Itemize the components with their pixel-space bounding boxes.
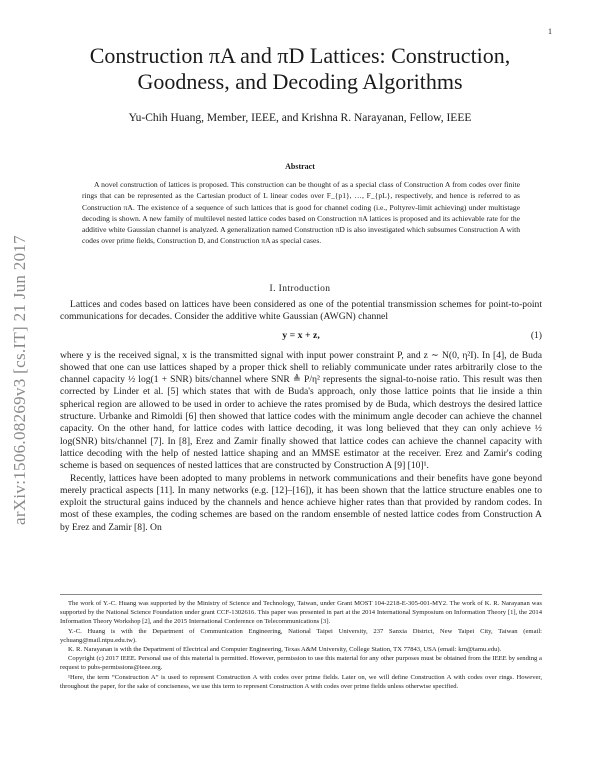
equation-number: (1) [530,329,542,341]
intro-paragraph-3: Recently, lattices have been adopted to many problems in network communications and their benefits have gone beyond merely practical aspects [11]. In many networks (e.g. [12]–[16]), it has been shown that the lattice structure enables one to exploit the structural gains induced by the channels and hence achieve higher rates than that provided by random codes. In most of these examples, the coding schemes are based on the random ensemble of nested lattice codes from Construction A by Erez and Zamir [8]. On [60,472,542,533]
footnote-funding: The work of Y.-C. Huang was supported by the Ministry of Science and Technology, Taiwan, under Grant MOST 104-2218-E-305-001-MY2. The work of K. R. Narayanan was supported by the National Science Foundation under grant CCF-1302616. This paper was presented in part at the 2014 International Symposium on Information Theory [1], the 2014 Information Theory Workshop [2], and the 2015 International Conference on Telecommunications [3]. [60,600,542,626]
abstract-heading: Abstract [285,162,315,171]
footnotes [60,599,542,691]
footnote-affiliation-narayanan: K. R. Narayanan is with the Department of Electrical and Computer Engineering, Texas A&M University, College Station, TX 77843, USA (email: krn@tamu.edu). [68,646,502,654]
section-heading-introduction: I. Introduction [269,284,331,294]
footnote-rule [60,594,542,595]
equation-channel-model: y = x + z, [282,329,320,341]
page-number: 1 [548,27,552,36]
intro-paragraph-1: Lattices and codes based on lattices have been considered as one of the potential transmission schemes for point-to-point communications for decades. Consider the additive white Gaussian (AWGN) channel [60,299,542,323]
footnote-affiliation-huang: Y.-C. Huang is with the Department of Communication Engineering, National Taipei University, 237 Sanxia District, New Taipei City, Taiwan (email: ychuang@mail.ntpu.edu.tw). [60,627,542,644]
introduction-body [60,299,542,534]
author-line: Yu-Chih Huang, Member, IEEE, and Krishna R. Narayanan, Fellow, IEEE [128,112,472,124]
footnote-1: ¹Here, the term “Construction A” is used to represent Construction A with codes over prime fields. Later on, we will define Construction A with codes over rings. However, throughout the paper, for the sake of conciseness, we use this term to represent Construction A with codes over prime fields unless otherwise specified. [60,673,542,690]
arxiv-watermark [2,170,38,590]
intro-paragraph-2: where y is the received signal, x is the transmitted signal with input power constraint P, and z ∼ N(0, η²I). In [4], de Buda showed that one can use lattices shaped by a proper thick shell to reliably communicate under rates arbitrarily close to the channel capacity ½ log(1 + SNR) bits/channel where SNR ≜ P/η² represents the signal-to-noise ratio. This result was then corrected by Linder et al. [5] which states that with de Buda's approach, only those lattice points that lie inside a thin spherical region are allowed to be used in order to achieve the rates promised by de Buda, which destroys the desired lattice structure. Urbanke and Rimoldi [6] then showed that lattice codes with the minimum angle decoder can achieve the channel capacity. On the other hand, for lattice codes with lattice decoding, it was long believed that they can only achieve ½ log(SNR) bits/channel [7]. In [8], Erez and Zamir finally showed that lattice codes can achieve the channel capacity with lattice decoding with the help of nested lattice shaping and an MMSE estimator at the receiver. Erez and Zamir's coding scheme is based on sequences of nested lattices that are constructed by Construction A [9] [10]¹. [60,349,542,472]
arxiv-stamp-text: arXiv:1506.08269v3 [cs.IT] 21 Jun 2017 [10,235,29,525]
equation-block [60,324,542,350]
footnote-copyright: Copyright (c) 2017 IEEE. Personal use of this material is permitted. However, permission to use this material for any other purposes must be obtained from the IEEE by sending a request to pubs-permissions@ieee.org. [60,655,542,672]
abstract-text: A novel construction of lattices is proposed. This construction can be thought of as a special class of Construction A from codes over finite rings that can be represented as the Cartesian product of L linear codes over F_{p1}, …, F_{pL}, respectively, and hence is referred to as Construction πA. The existence of a sequence of such lattices that is good for channel coding (i.e., Poltyrev-limit achieving) under multistage decoding is shown. A new family of multilevel nested lattice codes based on Construction πA lattices is proposed and its achievable rate for the additive white Gaussian channel is analyzed. A generalization named Construction πD is also investigated which subsumes Construction A with codes over prime fields, Construction D, and Construction πA as special cases. [82,180,520,246]
paper-title: Construction πA and πD Lattices: Construction, Goodness, and Decoding Algorithms [89,43,511,94]
